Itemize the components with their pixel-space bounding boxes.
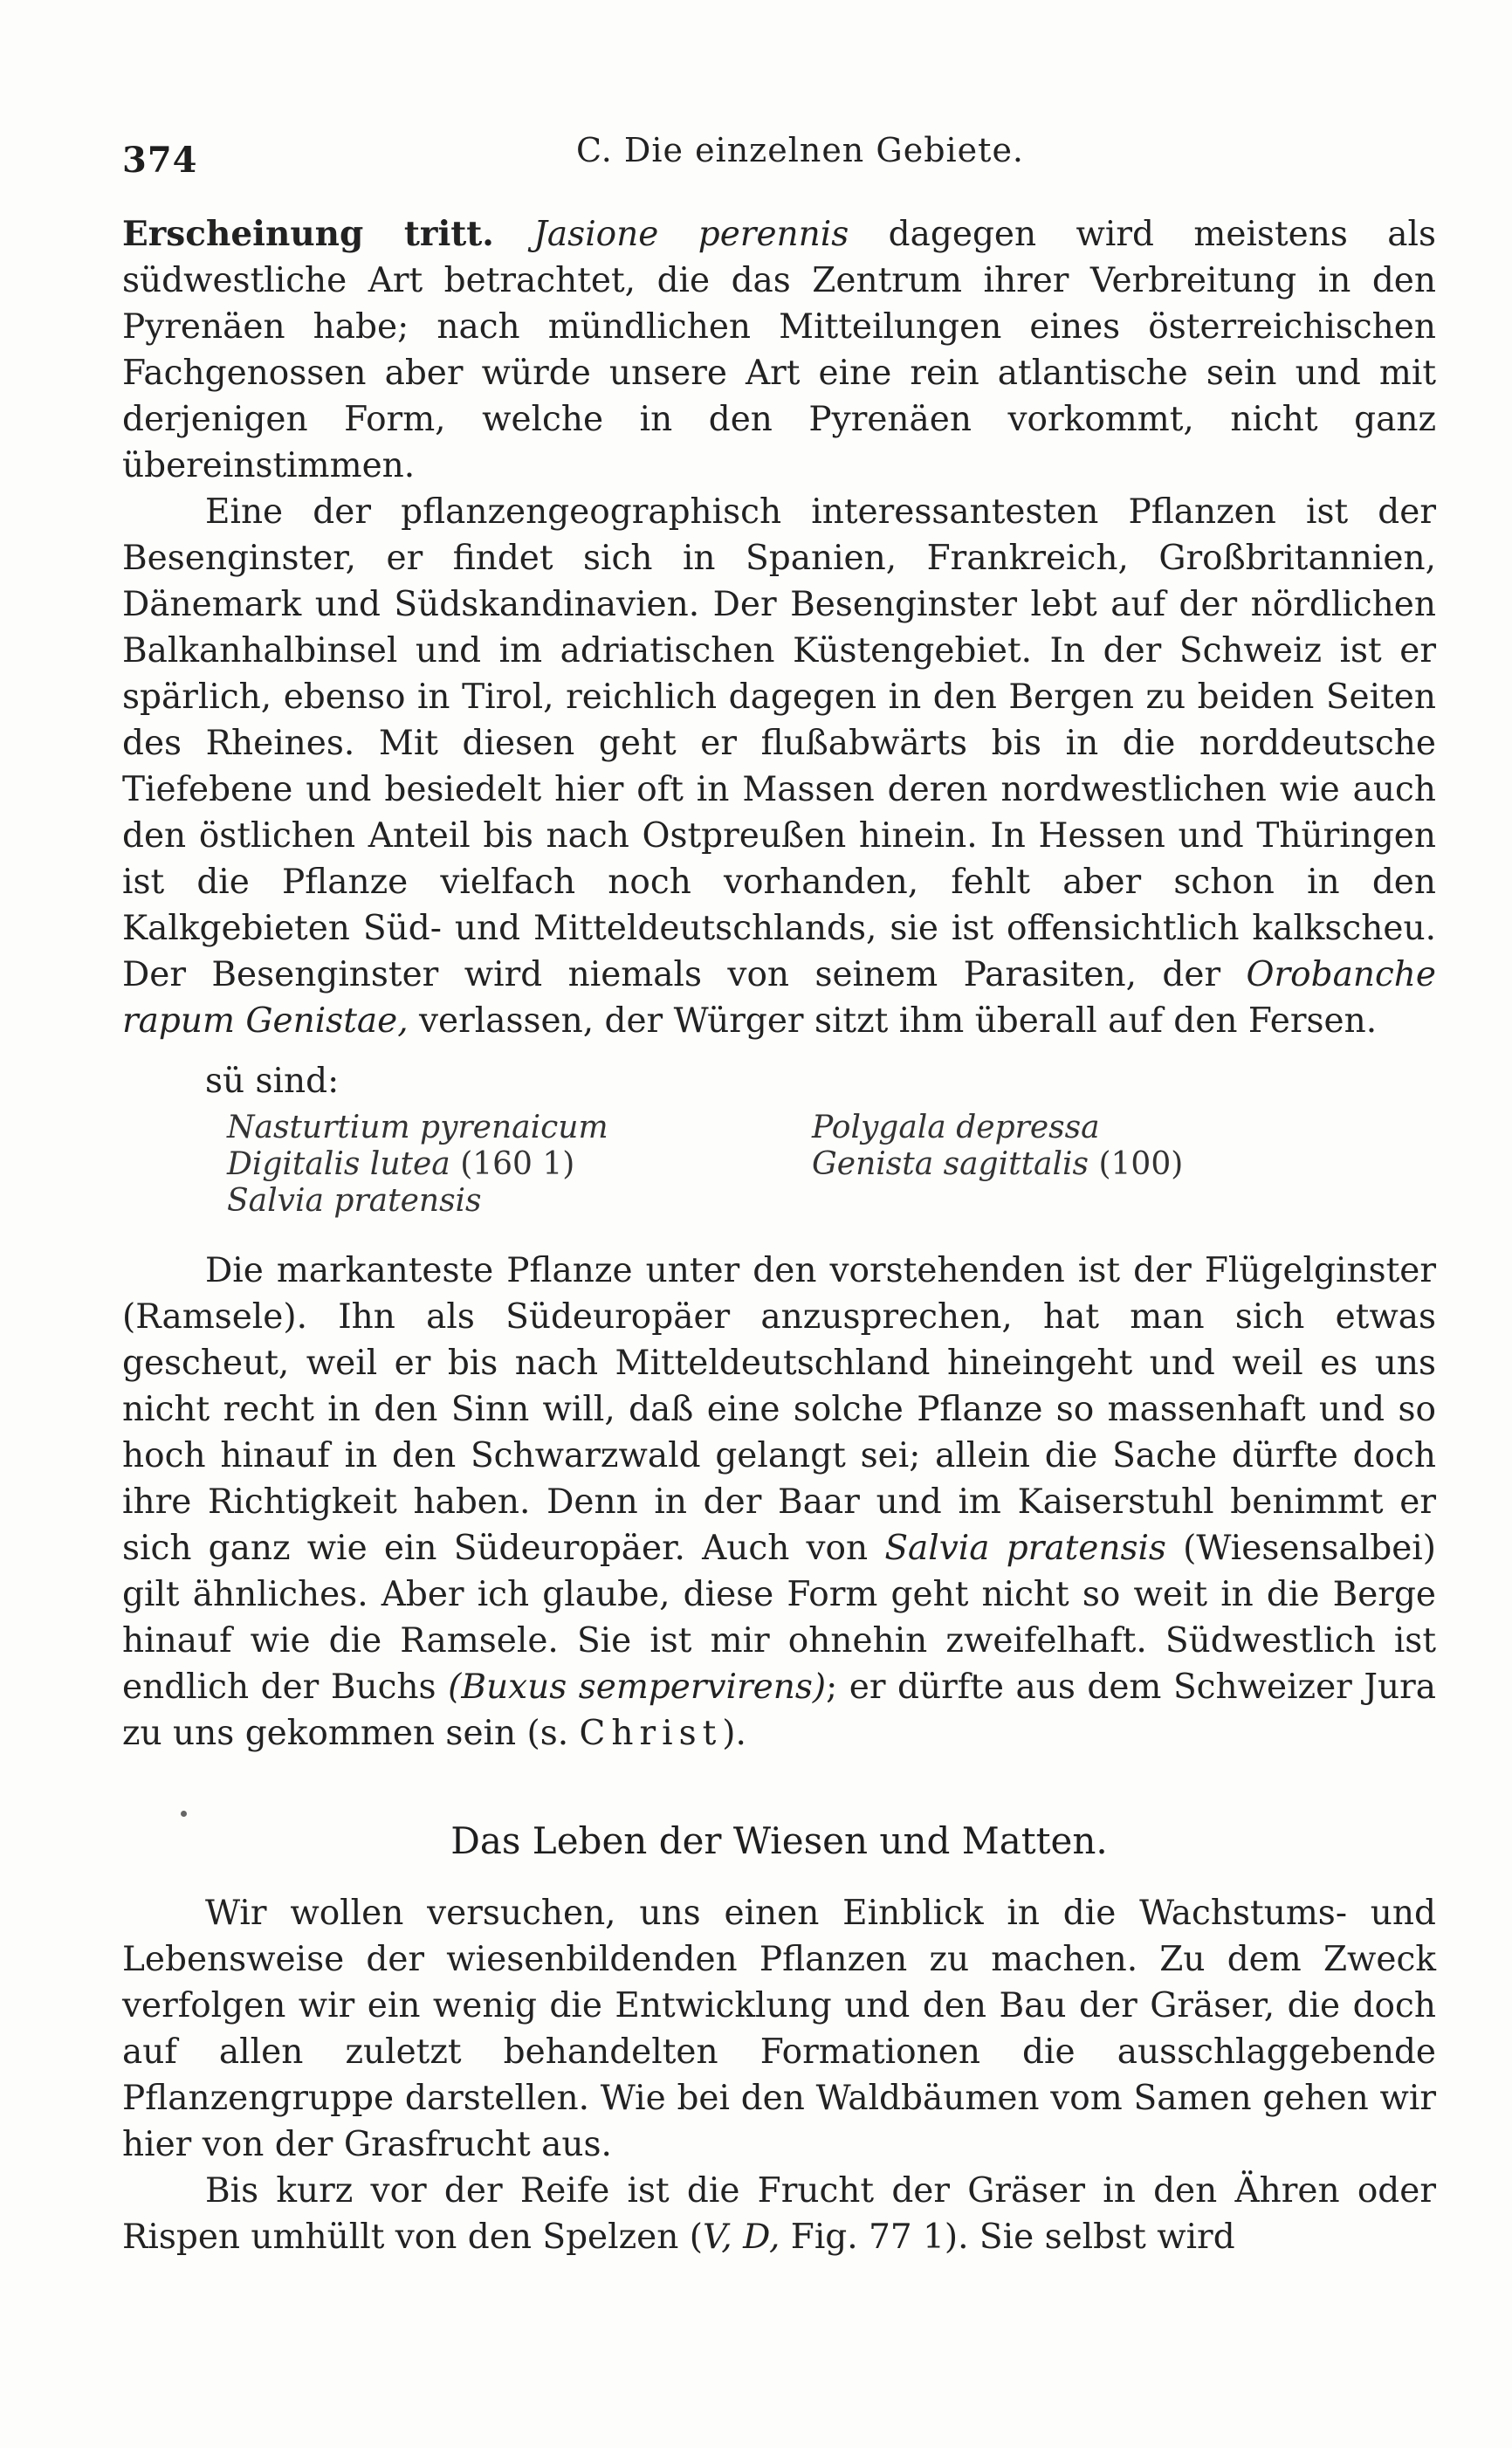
page-number: 374 [122, 140, 198, 181]
author-name: Christ [579, 1714, 723, 1753]
list-item: Polygala depressa [812, 1110, 1100, 1145]
paragraph-2 [122, 489, 1436, 1044]
paragraph-3 [122, 1248, 1436, 1757]
text-run: ). [722, 1714, 746, 1753]
list-intro: sü sind: [205, 1062, 340, 1101]
text-run: Die markanteste Pflanze unter den vorstehenden ist der Flügelginster (Ramsele). Ihn als Südeuropäer anzusprechen, hat man sich etwas gescheut, weil er bis nach Mitteldeutschland hineingeht und weil es uns nicht recht in den Sinn will, daß eine solche Pflanze so massenhaft und so hoch hinauf in den Schwarzwald gelangt sei; allein die Sache dürfte doch ihre Richtigkeit haben. Denn in der Baar und im Kaiserstuhl benimmt er sich ganz wie ein Südeuropäer. Auch von [122, 1251, 1436, 1568]
list-item: Digitalis lutea (160 1) [227, 1146, 575, 1182]
text-run: Erscheinung tritt. [122, 214, 494, 254]
species-name: Salvia pratensis [884, 1529, 1166, 1568]
text-run: Bis kurz vor der Reife ist die Frucht der Gräser in den Ähren oder Rispen umhüllt von den Spelzen ( [122, 2171, 1436, 2257]
paragraph-5 [122, 2168, 1436, 2260]
print-speck [181, 1811, 187, 1817]
text-run: dagegen wird meistens als südwestliche Art betrachtet, die das Zentrum ihrer Verbreitung in den Pyrenäen habe; nach mündlichen Mitteilungen eines österreichischen Fachgenossen aber würde unsere Art eine rein atlantische sein und mit derjenigen Form, welche in den Pyrenäen vorkommt, nicht ganz übereinstimmen. [122, 215, 1436, 485]
text-run: ; er dürfte aus dem Schweizer Jura zu uns gekommen sein (s. [122, 1668, 1437, 1753]
running-head: C. Die einzelnen Gebiete. [576, 131, 1025, 169]
species-list-right [812, 1110, 1183, 1183]
paragraph-4: Wir wollen versuchen, uns einen Einblick in die Wachstums- und Lebensweise der wiesenbildenden Pflanzen zu machen. Zu dem Zweck verfolgen wir ein wenig die Entwicklung und den Bau der Gräser, die doch auf allen zuletzt behandelten Formationen die ausschlaggebende Pflanzengruppe darstellen. Wie bei den Waldbäumen vom Samen gehen wir hier von der Grasfrucht aus. [122, 1894, 1436, 2164]
list-item: Salvia pratensis [227, 1183, 482, 1219]
text-run: (Wiesensalbei) gilt ähnliches. Aber ich glaube, diese Form geht nicht so weit in die Berge hinauf wie die Ramsele. Sie ist mir ohnehin zweifelhaft. Südwestlich ist endlich der Buchs [122, 1529, 1436, 1707]
species-name: Orobanche rapum Genistae, [122, 955, 1436, 1041]
paragraph-1 [122, 211, 1436, 489]
figure-reference: V, D, [702, 2218, 780, 2257]
text-run: Eine der pflanzengeographisch interessantesten Pflanzen ist der Besenginster, er findet sich in Spanien, Frankreich, Großbritannien, Dänemark und Südskandinavien. Der Besenginster lebt auf der nördlichen Balkanhalbinsel und im adriatischen Küstengebiet. In der Schweiz ist er spärlich, ebenso in Tirol, reichlich dagegen in den Bergen zu beiden Seiten des Rheines. Mit diesen geht er flußabwärts bis in die norddeutsche Tiefebene und besiedelt hier oft in Massen deren nordwestlichen wie auch den östlichen Anteil bis nach Ostpreußen hinein. In Hessen und Thüringen ist die Pflanze vielfach noch vorhanden, fehlt aber schon in den Kalkgebieten Süd- und Mitteldeutschlands, sie ist offensichtlich kalkscheu. Der Besenginster wird niemals von seinem Parasiten, der [122, 492, 1436, 994]
section-heading: Das Leben der Wiesen und Matten. [450, 1819, 1108, 1862]
body-text [122, 211, 1436, 2260]
list-item: Nasturtium pyrenaicum [227, 1110, 608, 1145]
page-header [122, 131, 1381, 183]
list-item: Genista sagittalis (100) [812, 1146, 1184, 1182]
text-run: verlassen, der Würger sitzt ihm überall auf den Fersen. [408, 1001, 1378, 1041]
species-list-left [227, 1110, 608, 1220]
text-run: Fig. 77 1). Sie selbst wird [780, 2218, 1235, 2257]
species-name: (Buxus sempervirens) [448, 1668, 827, 1707]
species-name: Jasione perennis [533, 215, 849, 254]
species-list [122, 1110, 1436, 1223]
